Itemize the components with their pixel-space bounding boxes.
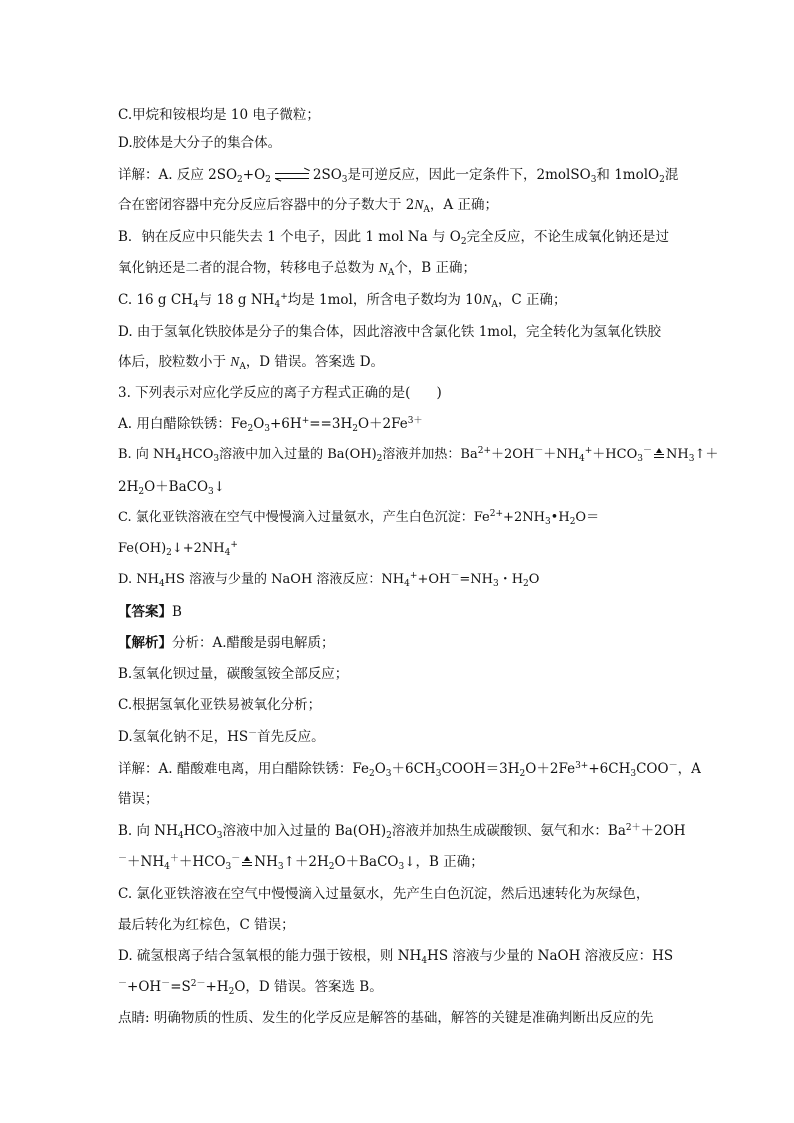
- text: O，D 错误。答案选 B。: [234, 979, 383, 995]
- text: 首先反应。: [257, 729, 325, 745]
- text: 溶液中加入过量的 Ba(OH): [219, 447, 377, 462]
- text: O: [528, 572, 540, 587]
- option-line: [118, 414, 678, 434]
- text: ＋2OH: [491, 447, 535, 462]
- text: ＋NH: [127, 854, 165, 870]
- superscript: －: [534, 446, 544, 456]
- subscript: 2: [138, 487, 145, 497]
- subscript: 2: [166, 548, 172, 558]
- text: HCO: [183, 823, 217, 839]
- text: 完全反应，不论生成氧化钠还是过: [466, 229, 670, 245]
- superscript: －: [118, 854, 128, 864]
- text-line: [118, 290, 678, 310]
- text-line: [118, 759, 701, 779]
- subscript: 3: [277, 862, 284, 872]
- subscript: 4: [404, 579, 410, 589]
- subscript: 2: [247, 424, 254, 434]
- text: ＋HCO: [178, 854, 226, 870]
- text: 2H: [118, 479, 139, 495]
- subscript: 3: [435, 769, 442, 779]
- text: O＋BaCO: [334, 854, 399, 870]
- text: Fe(OH): [118, 541, 167, 556]
- text: +OH: [417, 572, 451, 587]
- text: +6H: [270, 416, 302, 432]
- subscript: 4: [177, 831, 184, 841]
- subscript: 3: [630, 769, 637, 779]
- subscript: 3: [341, 175, 348, 185]
- answer-value: B: [172, 604, 182, 620]
- analysis-line: [118, 633, 678, 653]
- text: +O: [242, 167, 266, 183]
- subscript: 3: [688, 454, 695, 464]
- text-line: [118, 695, 678, 715]
- superscript: －: [248, 729, 258, 739]
- text: B. 向 NH: [118, 447, 176, 462]
- text: ，A 正确；: [429, 197, 498, 213]
- subscript: 3: [544, 517, 551, 527]
- subscript: 4: [274, 300, 281, 310]
- text: O＋2Fe: [357, 416, 408, 432]
- superscript: －: [450, 571, 460, 581]
- text: 最后转化为红棕色，C 错误；: [118, 917, 295, 933]
- text: D. 硫氢根离子结合氢氧根的能力强于铵根，则 NH: [118, 948, 422, 964]
- subscript: 3: [590, 175, 597, 185]
- subscript: 2: [386, 831, 392, 841]
- text: ): [436, 385, 442, 401]
- superscript: －: [118, 979, 128, 989]
- text-line: [118, 195, 678, 215]
- text: ↓: [213, 479, 226, 495]
- text-line: [118, 352, 678, 372]
- superscript: +: [409, 571, 418, 581]
- reversible-arrow-icon: [275, 171, 309, 181]
- text-line: [118, 227, 678, 247]
- text: +6CH: [588, 761, 631, 777]
- superscript: 2＋: [625, 823, 641, 833]
- subscript: 2: [376, 454, 383, 464]
- text-line: [118, 852, 678, 872]
- text: D. 由于氢氧化铁胶体是分子的集合体，因此溶液中含氯化铁 1mol，完全转化为氢氧化铁胶: [118, 324, 662, 340]
- superscript: 2－: [190, 979, 206, 989]
- superscript: +: [301, 416, 310, 426]
- text: NH: [666, 447, 689, 462]
- text: COOH＝3H: [441, 761, 520, 777]
- subscript: 2: [265, 175, 271, 185]
- superscript: －: [668, 761, 678, 771]
- text: ＋2OH: [640, 823, 686, 839]
- text: 详解：A. 醋酸难电离，用白醋除铁锈：Fe: [118, 761, 369, 777]
- text-line: [118, 664, 678, 684]
- text: C. 氯化亚铁溶液在空气中慢慢滴入过量氨水，产生白色沉淀：Fe: [118, 510, 490, 525]
- subscript: 3: [216, 831, 223, 841]
- text: 详解：A. 反应 2SO: [118, 167, 238, 183]
- text: N: [230, 354, 240, 369]
- text: 合在密闭容器中充分反应后容器中的分子数大于 2: [118, 197, 415, 213]
- subscript: 2: [569, 517, 576, 527]
- text-line: [118, 539, 678, 559]
- superscript: 2+: [489, 509, 504, 519]
- subscript: 2: [519, 769, 526, 779]
- text: D.氢氧化钠不足，HS: [118, 729, 249, 745]
- text: 体后，胶粒数小于: [118, 354, 231, 370]
- superscript: +: [280, 292, 288, 302]
- text: 错误；: [118, 791, 159, 807]
- text: D.胶体是大分子的集合体。: [118, 135, 282, 151]
- text: ，C 正确；: [497, 292, 567, 308]
- subscript: 3: [213, 454, 220, 464]
- text-line: [118, 165, 678, 185]
- text: ↑＋: [694, 447, 719, 462]
- text: HCO: [181, 447, 214, 462]
- subscript: 3: [492, 579, 499, 589]
- text: COO: [636, 761, 669, 777]
- subscript: 2: [352, 424, 358, 434]
- text-line: [118, 884, 678, 904]
- text: 和 1molO: [596, 167, 660, 183]
- subscript: 2: [368, 769, 375, 779]
- text: +2NH: [503, 510, 545, 525]
- subscript: 3: [264, 424, 270, 434]
- subscript: 2: [460, 237, 467, 247]
- text-line: [118, 915, 678, 935]
- text: 溶液并加热：Ba: [382, 447, 478, 462]
- superscript: +: [230, 540, 238, 550]
- text: A. 用白醋除铁锈：Fe: [118, 416, 248, 432]
- text: O: [374, 761, 386, 777]
- text: C.根据氢氧化亚铁易被氧化分析；: [118, 697, 322, 713]
- text: N: [378, 260, 388, 275]
- text: 混: [664, 167, 679, 183]
- text: ＋6CH: [391, 761, 436, 777]
- text: ＋HCO: [592, 447, 638, 462]
- subscript: 3: [637, 454, 643, 464]
- subscript: 3: [385, 769, 392, 779]
- text: N: [414, 197, 424, 212]
- text-line: [118, 105, 678, 125]
- text: N: [482, 292, 492, 307]
- subscript: 4: [164, 862, 170, 872]
- text-line: [118, 1008, 678, 1028]
- text: ↓，B 正确；: [404, 854, 484, 870]
- text: ，D 错误。答案选 D。: [245, 354, 385, 370]
- subscript: 2: [523, 579, 529, 589]
- option-line: [118, 508, 678, 528]
- text: D. NH: [118, 572, 159, 587]
- text: +H: [205, 979, 229, 995]
- text: O＋BaCO: [144, 479, 209, 495]
- option-line: [118, 445, 719, 465]
- text-line: [118, 133, 678, 153]
- subscript: 2: [237, 175, 243, 185]
- question-text: 3. 下列表示对应化学反应的离子方程式正确的是(: [118, 385, 411, 401]
- question-line: [118, 383, 678, 403]
- text: B．钠在反应中只能失去 1 个电子，因此 1 mol Na 与 O: [118, 229, 461, 245]
- subscript: A: [387, 268, 395, 278]
- text: HS 溶液与少量的 NaOH 溶液反应：NH: [164, 572, 405, 587]
- answer-line: [118, 602, 678, 622]
- text: 点睛: 明确物质的性质、发生的化学反应是解答的基础，解答的关键是准确判断出反应的先: [118, 1010, 654, 1026]
- text: C.甲烷和铵根均是 10 电子微粒；: [118, 107, 320, 123]
- text: O＋2Fe: [525, 761, 576, 777]
- text: 个，B 正确；: [394, 260, 477, 276]
- text-line: [118, 789, 678, 809]
- subscript: 4: [175, 454, 182, 464]
- text: 均是 1mol，所含电子数均为 10: [287, 292, 483, 308]
- text-line: [118, 477, 678, 497]
- text: =S: [170, 979, 191, 995]
- superscript: 3＋: [407, 416, 423, 426]
- subscript: A: [423, 205, 430, 215]
- heating-equals-icon: [652, 448, 666, 462]
- subscript: 4: [192, 300, 199, 310]
- text: ，A: [677, 761, 701, 777]
- option-line: [118, 570, 678, 590]
- text-line: [118, 946, 678, 966]
- text: ↓+2NH: [171, 541, 225, 556]
- text: B. 向 NH: [118, 823, 178, 839]
- text: +OH: [127, 979, 162, 995]
- text: B.氢氧化钡过量，碳酸氢铵全部反应；: [118, 666, 349, 682]
- text: 溶液中加入过量的 Ba(OH): [222, 823, 387, 839]
- subscript: 2: [328, 862, 335, 872]
- superscript: 3+: [575, 761, 589, 771]
- superscript: －: [161, 979, 171, 989]
- text-line: [118, 821, 686, 841]
- superscript: +: [584, 446, 593, 456]
- superscript: －: [642, 446, 652, 456]
- text-line: [118, 977, 678, 997]
- text: O: [253, 416, 265, 432]
- text: =NH: [459, 572, 493, 587]
- text: O＝: [575, 510, 600, 525]
- text: 2SO: [312, 167, 342, 183]
- text: C. 氯化亚铁溶液在空气中慢慢滴入过量氨水，先产生白色沉淀，然后迅速转化为灰绿色，: [118, 886, 650, 902]
- text: C. 16 g CH: [118, 292, 193, 308]
- superscript: －: [231, 854, 241, 864]
- text: 氧化钠还是二者的混合物，转移电子总数为: [118, 260, 379, 276]
- text: ↑＋2H: [283, 854, 329, 870]
- subscript: 2: [228, 987, 235, 997]
- analysis-label: 【解析】: [118, 635, 172, 651]
- text: •H: [550, 510, 570, 525]
- text: 是可逆反应，因此一定条件下，2molSO: [347, 167, 591, 183]
- heating-equals-icon: [240, 856, 254, 870]
- text: 分析：A.醋酸是弱电解质；: [172, 635, 335, 651]
- text-line: [118, 727, 678, 747]
- subscript: 4: [158, 579, 165, 589]
- subscript: 4: [579, 454, 585, 464]
- superscript: 2+: [477, 446, 491, 456]
- text: HS 溶液与少量的 NaOH 溶液反应：HS: [427, 948, 674, 964]
- subscript: 2: [659, 175, 665, 185]
- text-line: [118, 322, 678, 342]
- answer-label: 【答案】: [118, 604, 172, 620]
- subscript: A: [239, 362, 246, 372]
- subscript: 3: [208, 487, 214, 497]
- text: NH: [254, 854, 278, 870]
- subscript: 3: [398, 862, 405, 872]
- text: ＋NH: [543, 447, 580, 462]
- text: 溶液并加热生成碳酸钡、氨气和水：Ba: [391, 823, 626, 839]
- subscript: 3: [225, 862, 232, 872]
- text: 与 18 g NH: [198, 292, 275, 308]
- subscript: 4: [421, 956, 428, 966]
- text: ==3H: [309, 416, 353, 432]
- superscript: ＋: [169, 854, 179, 864]
- subscript: A: [491, 300, 498, 310]
- text-line: [118, 258, 678, 278]
- text: ・H: [498, 572, 524, 587]
- subscript: 4: [224, 548, 231, 558]
